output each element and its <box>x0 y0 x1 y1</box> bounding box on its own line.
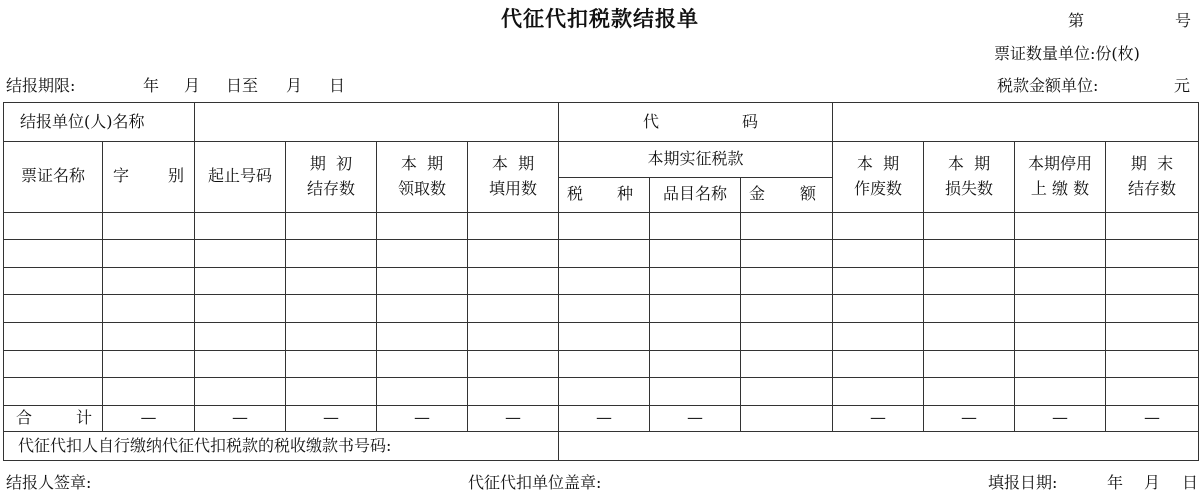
settlement-form-table <box>3 102 1199 461</box>
header-opening-a: 期 初 <box>309 153 353 173</box>
voucher-unit-label: 票证数量单位:份(枚) <box>994 44 1140 63</box>
header-lost-a: 本 期 <box>947 153 991 173</box>
table-row <box>4 240 1199 268</box>
unit-seal-label: 代征代扣单位盖章: <box>468 473 602 492</box>
header-lost <box>924 141 1015 212</box>
table-row <box>4 350 1199 378</box>
header-opening-balance <box>286 141 377 212</box>
total-amount[interactable] <box>741 405 833 431</box>
table-row <box>4 212 1199 240</box>
remark-field[interactable] <box>559 432 1199 461</box>
header-zi: 字 <box>113 166 130 186</box>
fill-date-month: 月 <box>1144 473 1161 492</box>
period-month2: 月 <box>286 76 303 95</box>
header-voided-b: 作废数 <box>854 178 903 198</box>
header-received-a: 本 期 <box>400 153 444 173</box>
header-number-range: 起止号码 <box>195 141 286 212</box>
total-opening: — <box>286 405 377 431</box>
header-lost-b: 损失数 <box>945 178 994 198</box>
header-opening-b: 结存数 <box>306 178 355 198</box>
header-used-a: 本 期 <box>491 153 535 173</box>
header-tax-type-b: 种 <box>616 184 633 204</box>
header-stopped-b: 上 缴 数 <box>1030 178 1090 198</box>
header-closing-b: 结存数 <box>1128 178 1177 198</box>
total-tax-type: — <box>559 405 650 431</box>
header-closing-balance <box>1106 141 1199 212</box>
period-day2: 日 <box>329 76 346 95</box>
number-label-left: 第 <box>1068 11 1085 30</box>
table-row <box>4 267 1199 295</box>
header-received <box>377 141 468 212</box>
header-amount-b: 额 <box>800 184 817 204</box>
total-label-b: 计 <box>75 408 92 428</box>
header-tax-type <box>559 177 650 212</box>
code-label-b: 码 <box>742 111 759 131</box>
header-stopped <box>1015 141 1106 212</box>
total-stopped: — <box>1015 405 1106 431</box>
total-closing: — <box>1106 405 1199 431</box>
header-closing-a: 期 末 <box>1130 153 1174 173</box>
header-amount-a: 金 <box>749 184 766 204</box>
header-amount <box>741 177 833 212</box>
period-year: 年 <box>143 76 160 95</box>
remark-row <box>4 432 1199 461</box>
table-row <box>4 323 1199 351</box>
total-row <box>4 405 1199 431</box>
unit-code-row <box>4 103 1199 142</box>
page-title: 代征代扣税款结报单 <box>501 7 699 31</box>
fill-date-day: 日 <box>1182 473 1199 492</box>
header-voucher-name: 票证名称 <box>4 141 103 212</box>
header-zi-bie <box>103 141 195 212</box>
total-voided: — <box>833 405 924 431</box>
signer-label: 结报人签章: <box>6 473 92 492</box>
unit-name-label: 结报单位(人)名称 <box>4 103 195 142</box>
total-item-name: — <box>650 405 741 431</box>
header-voided-a: 本 期 <box>856 153 900 173</box>
header-item-name: 品目名称 <box>650 177 741 212</box>
header-collected-tax: 本期实征税款 <box>559 141 833 177</box>
period-label: 结报期限: <box>6 76 76 95</box>
period-month: 月 <box>184 76 201 95</box>
fill-date-year: 年 <box>1107 473 1124 492</box>
header-used-b: 填用数 <box>488 178 537 198</box>
total-number-range: — <box>195 405 286 431</box>
period-day-to: 日至 <box>226 76 259 95</box>
code-field[interactable] <box>833 103 1199 142</box>
table-row <box>4 378 1199 406</box>
total-label <box>4 405 103 431</box>
code-label <box>559 103 833 142</box>
header-tax-type-a: 税 <box>567 184 584 204</box>
header-row-1 <box>4 141 1199 177</box>
header-received-b: 领取数 <box>397 178 446 198</box>
tax-unit-label: 税款金额单位: <box>997 76 1099 95</box>
tax-unit-value: 元 <box>1174 76 1191 95</box>
number-label-right: 号 <box>1175 11 1192 30</box>
table-row <box>4 295 1199 323</box>
total-received: — <box>377 405 468 431</box>
total-label-a: 合 <box>16 408 33 428</box>
total-zi-bie: — <box>103 405 195 431</box>
total-lost: — <box>924 405 1015 431</box>
header-bie: 别 <box>167 166 184 186</box>
header-stopped-a: 本期停用 <box>1028 153 1093 173</box>
unit-name-field[interactable] <box>195 103 559 142</box>
header-voided <box>833 141 924 212</box>
remark-label: 代征代扣人自行缴纳代征代扣税款的税收缴款书号码: <box>4 432 559 461</box>
code-label-a: 代 <box>643 111 660 131</box>
header-used <box>468 141 559 212</box>
fill-date-label: 填报日期: <box>988 473 1058 492</box>
total-used: — <box>468 405 559 431</box>
